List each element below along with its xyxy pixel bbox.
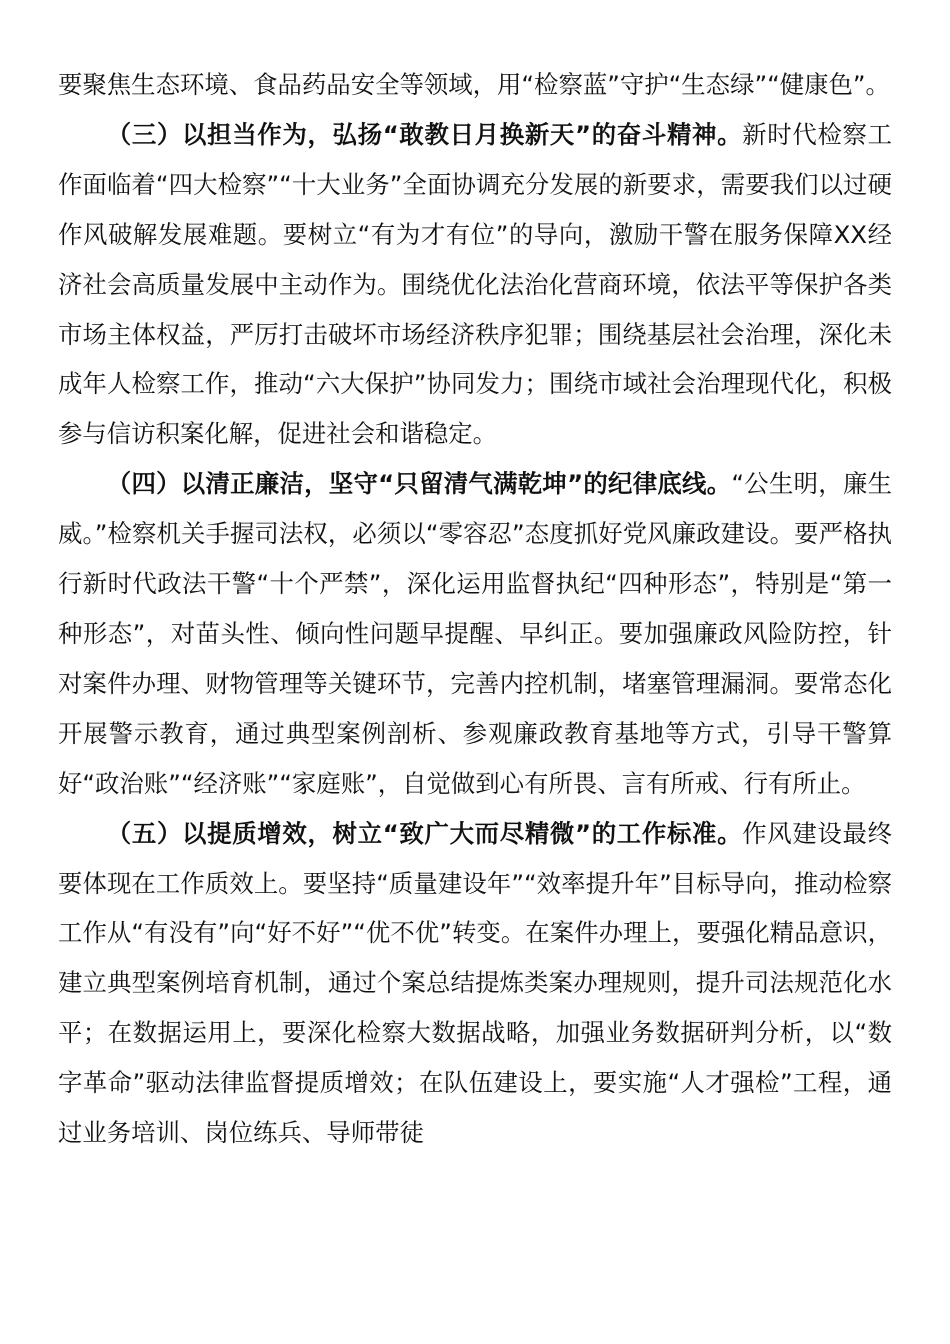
paragraph-body: 要聚焦生态环境、食品药品安全等领域，用“检察蓝”守护“生态绿”“健康色”。 — [58, 70, 890, 99]
paragraph-section-5 — [58, 809, 892, 1158]
section-heading-5: （五）以提质增效，树立“致广大而尽精微”的工作标准。 — [106, 818, 743, 848]
section-heading-4: （四）以清正廉洁，坚守“只留清气满乾坤”的纪律底线。 — [106, 469, 732, 499]
paragraph-body: 作风建设最终要体现在工作质效上。要坚持“质量建设年”“效率提升年”目标导向，推动检察工作从“有没有”向“好不好”“优不优”转变。在案件办理上，要强化精品意识，建立典型案例培育机制，通过个案总结提炼类案办理规则，提升司法规范化水平；在数据运用上，要深化检察大数据战略，加强业务数据研判分析，以“数字革命”驱动法律监督提质增效；在队伍建设上，要实施“人才强检”工程，通过业务培训、岗位练兵、导师带徒 — [58, 818, 893, 1148]
paragraph-body: 新时代检察工作面临着“四大检察”“十大业务”全面协调充分发展的新要求，需要我们以过硬作风破解发展难题。要树立“有为才有位”的导向，激励干警在服务保障XX经济社会高质量发展中主动作为。围绕优化法治化营商环境，依法平等保护各类市场主体权益，严厉打击破坏市场经济秩序犯罪；围绕基层社会治理，深化未成年人检察工作，推动“六大保护”协同发力；围绕市域社会治理现代化，积极参与信访积案化解，促进社会和谐稳定。 — [58, 119, 893, 449]
paragraph-section-4 — [58, 459, 892, 808]
paragraph-section-3 — [58, 110, 892, 459]
paragraph-body: “公生明，廉生威。”检察机关手握司法权，必须以“零容忍”态度抓好党风廉政建设。要严格执行新时代政法干警“十个严禁”，深化运用监督执纪“四种形态”，特别是“第一种形态”，对苗头性、倾向性问题早提醒、早纠正。要加强廉政风险防控，针对案件办理、财物管理等关键环节，完善内控机制，堵塞管理漏洞。要常态化开展警示教育，通过典型案例剖析、参观廉政教育基地等方式，引导干警算好“政治账”“经济账”“家庭账”，自觉做到心有所畏、言有所戒、行有所止。 — [58, 469, 893, 798]
section-heading-3: （三）以担当作为，弘扬“敢教日月换新天”的奋斗精神。 — [106, 119, 743, 149]
paragraph-continuation — [58, 60, 892, 110]
